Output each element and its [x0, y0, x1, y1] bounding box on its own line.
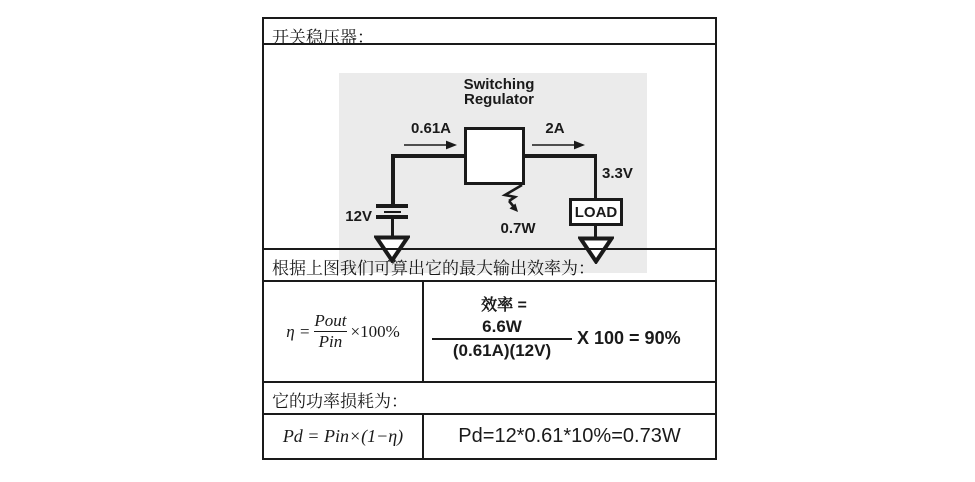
loss-row [264, 413, 715, 458]
efficiency-calc-label: 效率 = [481, 297, 527, 314]
loss-arrow-icon [496, 183, 530, 217]
circuit-diagram-row [264, 43, 715, 248]
efficiency-calc-cell [424, 282, 715, 381]
load-label: LOAD [574, 203, 618, 221]
loss-formula: Pd = Pin×(1−η) [282, 426, 404, 446]
input-current-label: 0.61A [410, 120, 452, 137]
efficiency-formula-suffix: ×100% [350, 321, 400, 341]
table-header-text: 开关稳压器： [272, 28, 374, 47]
efficiency-formula-lhs: η = [286, 321, 311, 341]
wire-battery-drop [391, 154, 395, 206]
output-current-label: 2A [545, 120, 565, 137]
regulator-table [262, 17, 717, 460]
loss-calc-cell [424, 415, 715, 458]
regulator-title-line1: Switching [463, 76, 535, 93]
loss-caption-row [264, 381, 715, 413]
loss-formula-cell [264, 415, 424, 458]
fraction-bar [432, 338, 572, 340]
wire-load-drop [594, 154, 598, 200]
efficiency-formula-fraction [314, 312, 346, 351]
output-voltage-label: 3.3V [602, 165, 633, 182]
efficiency-calc-result: X 100 = 90% [577, 328, 681, 348]
output-current-arrow-icon [532, 140, 586, 150]
wire-output [523, 154, 597, 158]
loss-caption-text: 它的功率损耗为： [272, 392, 408, 411]
regulator-title [455, 77, 543, 107]
efficiency-formula-denominator: Pin [318, 332, 343, 351]
efficiency-calc-fraction [432, 317, 572, 360]
efficiency-calc-numerator: 6.6W [482, 317, 522, 336]
efficiency-formula-cell [264, 282, 424, 381]
regulator-title-line2: Regulator [463, 91, 534, 108]
load-box [569, 198, 623, 226]
dissipation-label: 0.7W [500, 220, 536, 237]
efficiency-row [264, 280, 715, 381]
efficiency-calc-denominator: (0.61A)(12V) [452, 341, 552, 360]
efficiency-caption-text: 根据上图我们可算出它的最大输出效率为： [272, 259, 595, 278]
wire-input [391, 154, 466, 158]
source-voltage-label: 12V [345, 208, 372, 225]
input-current-arrow-icon [404, 140, 458, 150]
regulator-box [464, 127, 525, 185]
efficiency-caption-row [264, 248, 715, 280]
efficiency-formula-numerator: Pout [314, 311, 347, 331]
loss-calc-text: Pd=12*0.61*10%=0.73W [458, 425, 681, 447]
table-header-row [264, 19, 715, 47]
efficiency-formula [286, 312, 400, 351]
